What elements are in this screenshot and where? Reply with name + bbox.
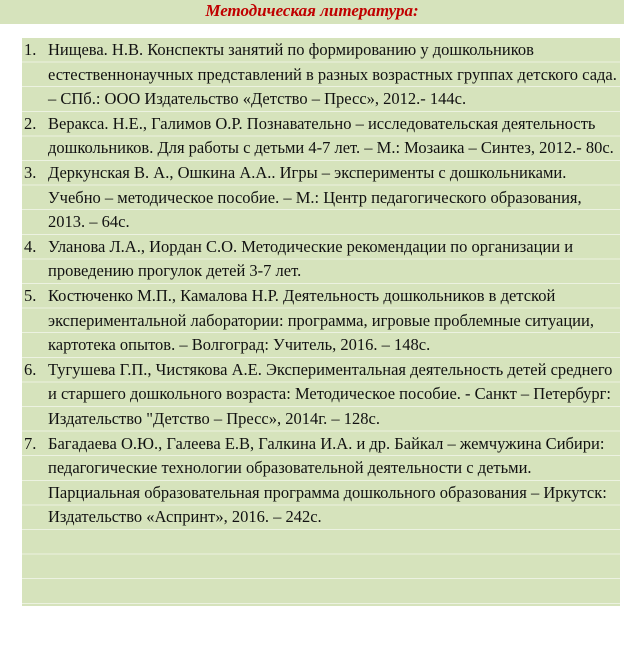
reference-number: 2. bbox=[24, 113, 37, 133]
reference-text: Тугушева Г.П., Чистякова А.Е. Экспериментальная деятельность детей среднего и старшего дошкольного возраста: Методическое пособие. - Санкт – Петербург: Издательство "Детство – Пресс», 2014г. – 128с. bbox=[48, 359, 613, 428]
reference-number: 3. bbox=[24, 162, 37, 182]
reference-text: Багадаева О.Ю., Галеева Е.В, Галкина И.А. и др. Байкал – жемчужина Сибири: педагогические технологии образовательной деятельности с детьми. Парциальная образовательная программа дошкольного образования – Иркутск: Издательство «Аспринт», 2016. – 242с. bbox=[48, 433, 607, 527]
reference-item-3 bbox=[22, 161, 620, 235]
reference-text: Костюченко М.П., Камалова Н.Р. Деятельность дошкольников в детской экспериментальной лаборатории: программа, игровые проблемные ситуации, картотека опытов. – Волгоград: Учитель, 2016. – 148с. bbox=[48, 285, 594, 355]
reference-item-7 bbox=[22, 432, 620, 530]
reference-item-1 bbox=[22, 38, 620, 112]
reference-item-2 bbox=[22, 112, 620, 161]
reference-number: 4. bbox=[24, 236, 37, 256]
reference-text: Нищева. Н.В. Конспекты занятий по формированию у дошкольников естественнонаучных представлений в разных возрастных группах детского сада. – СПб.: ООО Издательство «Детство – Пресс», 2012.- 144с. bbox=[48, 40, 617, 109]
page-title: Методическая литература: bbox=[205, 1, 419, 20]
reference-number: 6. bbox=[24, 359, 37, 379]
reference-number: 5. bbox=[24, 285, 37, 305]
reference-text: Деркунская В. А., Ошкина А.А.. Игры – эксперименты с дошкольниками. Учебно – методическое пособие. – М.: Центр педагогического образования, 2013. – 64с. bbox=[48, 162, 582, 232]
reference-item-5 bbox=[22, 284, 620, 358]
reference-number: 1. bbox=[24, 40, 37, 59]
reference-text: Уланова Л.А., Иордан С.О. Методические рекомендации по организации и проведению прогулок детей 3-7 лет. bbox=[48, 236, 574, 281]
reference-item-6 bbox=[22, 358, 620, 432]
reference-text: Веракса. Н.Е., Галимов О.Р. Познавательно – исследовательская деятельность дошкольников. Для работы с детьми 4-7 лет. – М.: Мозаика – Синтез, 2012.- 80с. bbox=[48, 113, 614, 158]
reference-item-4 bbox=[22, 235, 620, 284]
reference-number: 7. bbox=[24, 433, 37, 453]
reference-list bbox=[22, 38, 620, 606]
header-bar bbox=[0, 0, 624, 24]
